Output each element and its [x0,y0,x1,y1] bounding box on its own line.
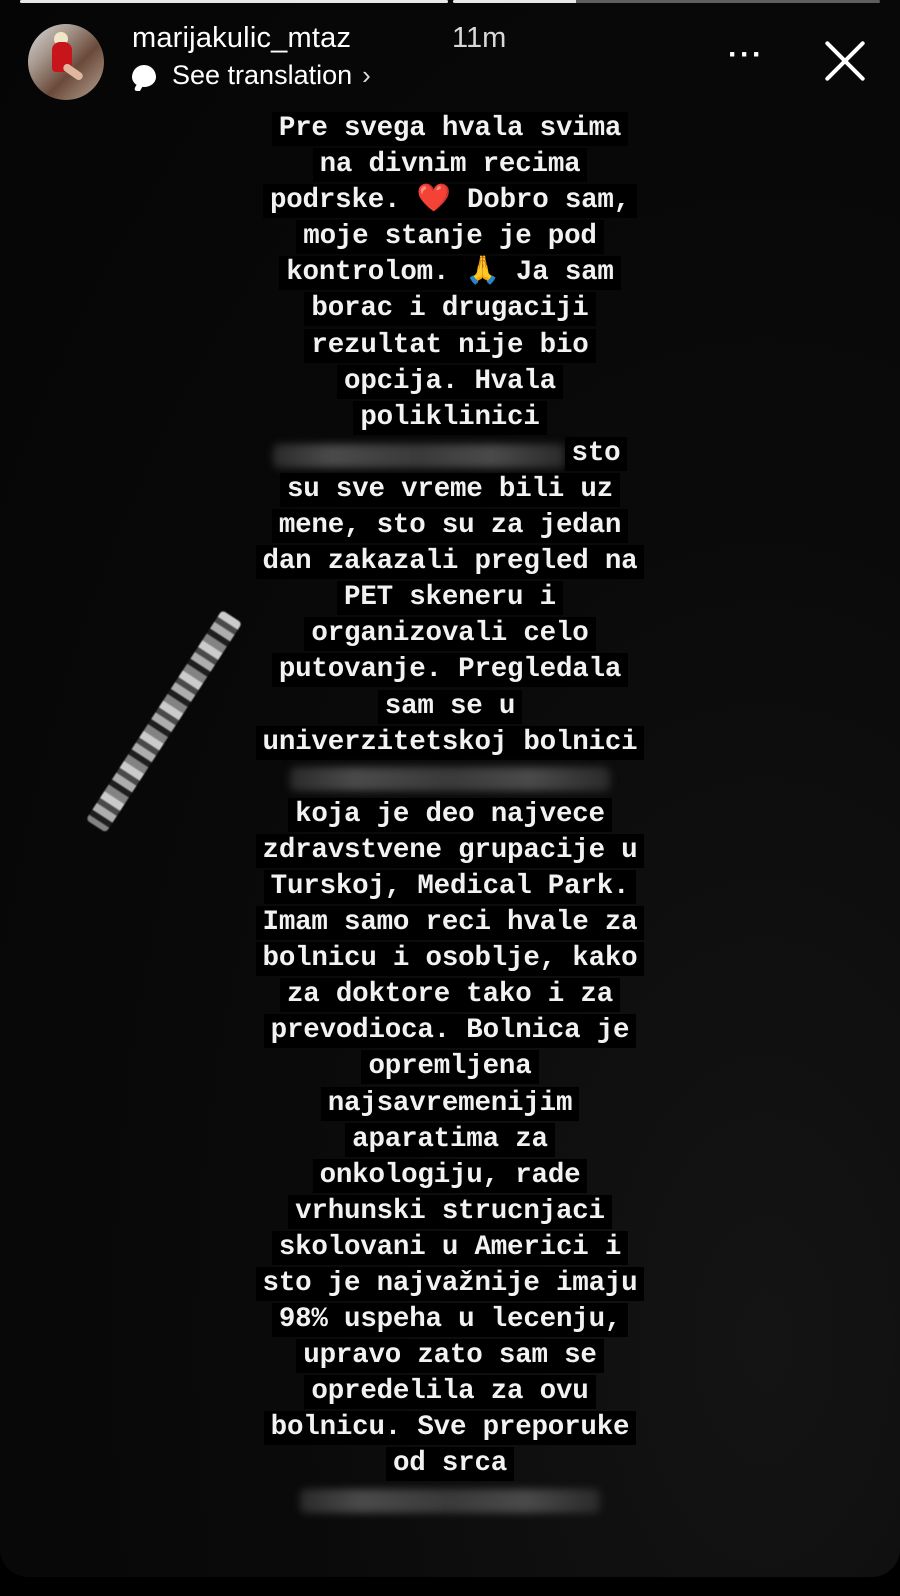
story-text-fragment: rezultat nije bio [304,329,595,363]
more-options-icon[interactable]: ··· [728,38,764,71]
story-text-line [0,1303,900,1339]
story-text-line [0,292,900,328]
story-text-fragment: aparatima za [345,1123,555,1157]
story-text-fragment: najsavremenijim [321,1087,580,1121]
story-text-line [0,545,900,581]
story-text-line [0,473,900,509]
story-text-fragment: Pre svega hvala svima [272,112,628,146]
story-text-line [0,220,900,256]
story-text-line [0,581,900,617]
story-text-line [0,1447,900,1483]
story-text-fragment: Imam samo reci hvale za [256,906,645,940]
story-text-fragment: na divnim recima [313,148,588,182]
story-text-line [0,437,900,473]
story-text-fragment: opcija. Hvala [337,365,563,399]
story-text-fragment: zdravstvene grupacije u [256,834,645,868]
see-translation-button[interactable] [132,60,371,91]
story-text-fragment: Turskoj, Medical Park. [264,870,637,904]
story-text-line [0,1411,900,1447]
story-text-line [0,653,900,689]
close-icon[interactable] [822,38,868,84]
story-text-line [0,184,900,220]
story-text-line [0,1014,900,1050]
story-header [28,18,880,98]
story-text-line [0,834,900,870]
story-text-line [0,1050,900,1086]
story-text-line [0,978,900,1014]
story-text-fragment: su sve vreme bili uz [280,473,620,507]
story-text-line [0,148,900,184]
story-text-fragment: upravo zato sam se [296,1339,603,1373]
story-text-fragment: bolnicu. Sve preporuke [264,1411,637,1445]
story-text-line [0,690,900,726]
story-text-fragment: 98% uspeha u lecenju, [272,1303,628,1337]
story-text-line [0,401,900,437]
story-text-fragment: moje stanje je pod [296,220,603,254]
story-text-line [0,365,900,401]
see-translation-label: See translation [172,60,353,90]
story-text-fragment: za doktore tako i za [280,978,620,1012]
story-text-fragment: onkologiju, rade [313,1159,588,1193]
story-text-fragment: skolovani u Americi i [272,1231,628,1265]
redacted-text-blur [290,767,610,791]
story-text-fragment: sam se u [378,690,522,724]
story-text-fragment: borac i drugaciji [304,292,595,326]
post-time: 11m [452,22,507,54]
story-text-line [0,329,900,365]
story-text-fragment: od srca [386,1447,514,1481]
story-progress-bar [20,0,880,3]
story-text-fragment: podrske. ❤️ Dobro sam, [263,184,637,218]
story-text-fragment: PET skeneru i [337,581,563,615]
story-text-line [0,1087,900,1123]
story-text-line [0,798,900,834]
story-text-fragment: univerzitetskoj bolnici [256,726,645,760]
story-text-line [0,726,900,762]
story-text-line [0,1267,900,1303]
story-text-line [0,906,900,942]
story-text-fragment: sto [565,437,628,471]
story-text-fragment: putovanje. Pregledala [272,653,628,687]
story-text-line [0,112,900,148]
story-text-line [0,509,900,545]
story-text-line [0,1159,900,1195]
avatar[interactable] [28,24,104,100]
speech-bubble-icon [132,65,156,87]
story-text-fragment: prevodioca. Bolnica je [264,1014,637,1048]
story-text-fragment: opredelila za ovu [304,1375,595,1409]
story-text-line [0,1123,900,1159]
story-text-line [0,870,900,906]
redacted-text-blur [300,1489,600,1513]
story-text-line [0,1231,900,1267]
username[interactable]: marijakulic_mtaz [132,22,352,54]
story-text-line [0,256,900,292]
story-text-fragment: koja je deo najvece [288,798,612,832]
story-text-fragment: sto je najvažnije imaju [256,1267,645,1301]
story-text-fragment: dan zakazali pregled na [256,545,645,579]
story-text-fragment: vrhunski strucnjaci [288,1195,612,1229]
redacted-text-blur [273,444,565,468]
story-text-line [0,1339,900,1375]
story-text-line [0,1375,900,1411]
story-text-fragment: opremljena [361,1050,538,1084]
chevron-right-icon: › [362,60,371,90]
story-text-line [0,1195,900,1231]
story-text-line [0,942,900,978]
story-text-fragment: kontrolom. 🙏 Ja sam [279,256,621,290]
story-text-line [0,1484,900,1520]
story-text-fragment: poliklinici [353,401,546,435]
story-text-fragment: mene, sto su za jedan [272,509,628,543]
story-text-fragment: bolnicu i osoblje, kako [256,942,645,976]
story-text-fragment: organizovali celo [304,617,595,651]
story-text-line [0,762,900,798]
story-text-line [0,617,900,653]
story-text [0,112,900,1520]
progress-segment-2 [453,0,881,3]
progress-segment-1 [20,0,448,3]
